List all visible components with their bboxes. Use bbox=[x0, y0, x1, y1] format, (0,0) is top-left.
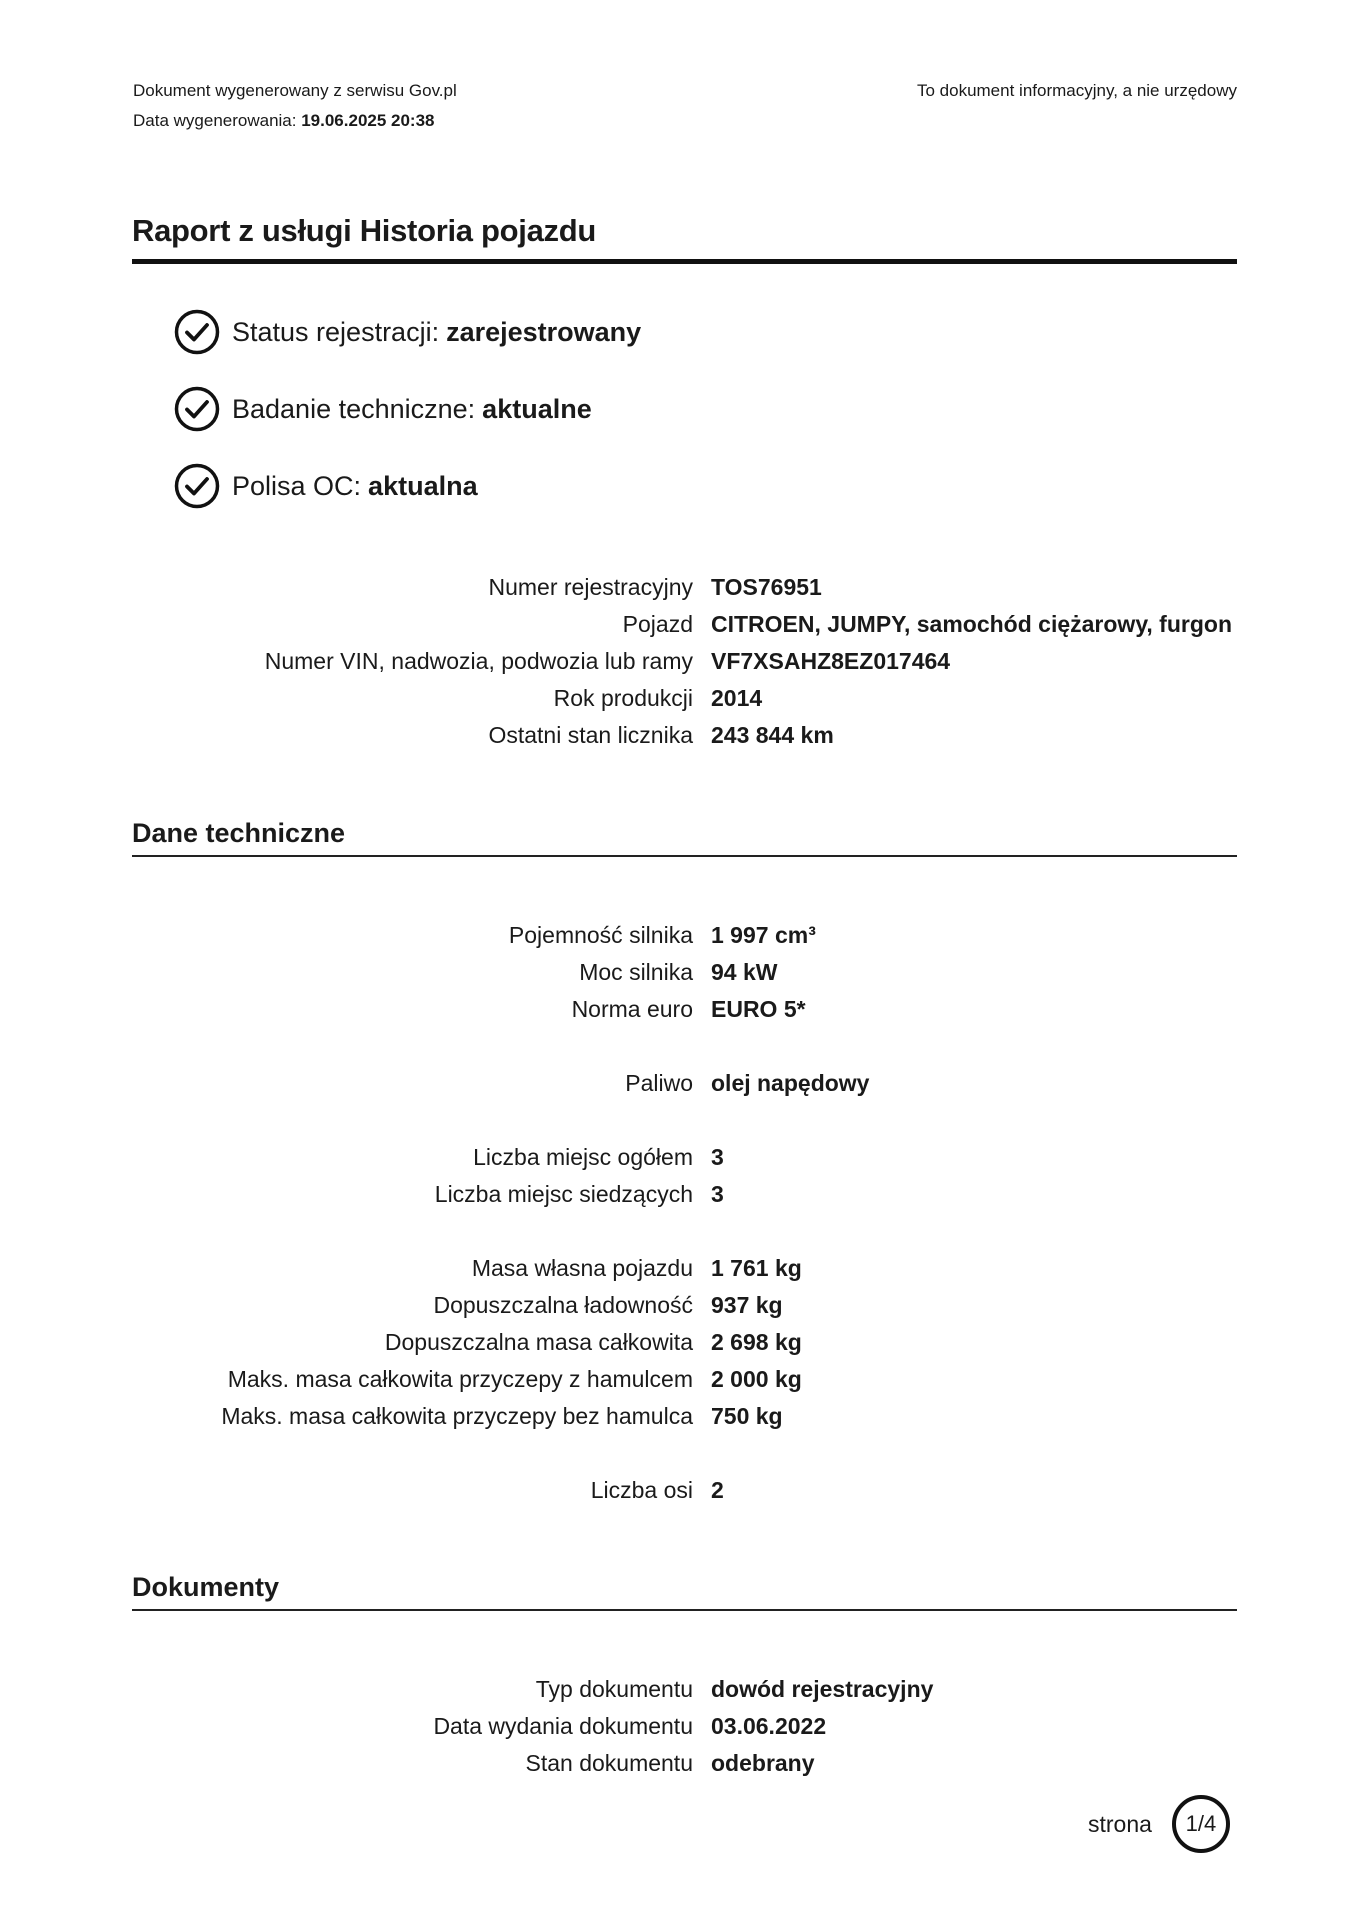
tech-value: 750 kg bbox=[711, 1403, 783, 1429]
tech-row bbox=[133, 917, 1237, 954]
generated-date bbox=[133, 106, 457, 136]
status-value: zarejestrowany bbox=[446, 316, 642, 347]
tech-label: Maks. masa całkowita przyczepy bez hamulca bbox=[221, 1403, 693, 1429]
doc-label: Data wydania dokumentu bbox=[433, 1713, 693, 1739]
tech-row bbox=[133, 1472, 1237, 1509]
status-insurance bbox=[174, 462, 641, 510]
status-label: Status rejestracji: bbox=[232, 316, 440, 347]
page-footer bbox=[1088, 1795, 1230, 1853]
info-label: Rok produkcji bbox=[553, 685, 693, 711]
doc-row bbox=[133, 1745, 1237, 1782]
tech-row bbox=[133, 1287, 1237, 1324]
tech-row bbox=[133, 1324, 1237, 1361]
section-title-documents: Dokumenty bbox=[132, 1572, 1237, 1611]
tech-label: Maks. masa całkowita przyczepy z hamulcem bbox=[227, 1366, 693, 1392]
tech-row bbox=[133, 954, 1237, 991]
tech-row bbox=[133, 1398, 1237, 1435]
check-circle-icon bbox=[174, 463, 220, 509]
page-header bbox=[133, 76, 1237, 136]
tech-value: 937 kg bbox=[711, 1292, 783, 1318]
section-title-technical: Dane techniczne bbox=[132, 818, 1237, 857]
source-text: Dokument wygenerowany z serwisu Gov.pl bbox=[133, 81, 457, 100]
status-label: Polisa OC: bbox=[232, 470, 362, 501]
tech-value: 3 bbox=[711, 1181, 724, 1207]
tech-row bbox=[133, 1176, 1237, 1213]
doc-row bbox=[133, 1671, 1237, 1708]
info-value: VF7XSAHZ8EZ017464 bbox=[711, 648, 951, 674]
tech-value: 1 997 cm³ bbox=[711, 922, 816, 948]
tech-label: Dopuszczalna ładowność bbox=[433, 1292, 693, 1318]
header-left bbox=[133, 76, 457, 136]
doc-row bbox=[133, 1708, 1237, 1745]
tech-label: Liczba miejsc siedzących bbox=[434, 1181, 693, 1207]
tech-value: 1 761 kg bbox=[711, 1255, 802, 1281]
page-title: Raport z usługi Historia pojazdu bbox=[132, 213, 1237, 264]
status-inspection bbox=[174, 385, 641, 433]
status-registration bbox=[174, 308, 641, 356]
tech-value: 3 bbox=[711, 1144, 724, 1170]
check-circle-icon bbox=[174, 386, 220, 432]
vehicle-info bbox=[133, 569, 1237, 754]
tech-label: Dopuszczalna masa całkowita bbox=[384, 1329, 693, 1355]
tech-row bbox=[133, 1361, 1237, 1398]
status-label: Badanie techniczne: bbox=[232, 393, 476, 424]
doc-label: Typ dokumentu bbox=[535, 1676, 693, 1702]
disclaimer: To dokument informacyjny, a nie urzędowy bbox=[916, 81, 1237, 100]
doc-value: dowód rejestracyjny bbox=[711, 1676, 934, 1702]
technical-data bbox=[133, 917, 1237, 1509]
info-row bbox=[133, 606, 1237, 643]
page-label: strona bbox=[1088, 1810, 1152, 1837]
tech-value: 94 kW bbox=[711, 959, 778, 985]
tech-value: 2 000 kg bbox=[711, 1366, 802, 1392]
tech-label: Norma euro bbox=[571, 996, 693, 1022]
tech-label: Masa własna pojazdu bbox=[471, 1255, 693, 1281]
doc-value: 03.06.2022 bbox=[711, 1713, 827, 1739]
documents-data bbox=[133, 1671, 1237, 1782]
tech-value: olej napędowy bbox=[711, 1070, 870, 1096]
tech-row bbox=[133, 991, 1237, 1028]
info-label: Pojazd bbox=[622, 611, 693, 637]
doc-label: Stan dokumentu bbox=[525, 1750, 693, 1776]
info-value: TOS76951 bbox=[711, 574, 822, 600]
tech-label: Moc silnika bbox=[579, 959, 693, 985]
info-row bbox=[133, 643, 1237, 680]
info-row bbox=[133, 569, 1237, 606]
info-value: CITROEN, JUMPY, samochód ciężarowy, furgon bbox=[711, 611, 1232, 637]
info-row bbox=[133, 717, 1237, 754]
tech-value: 2 bbox=[711, 1477, 724, 1503]
page-number: 1/4 bbox=[1172, 1795, 1230, 1853]
generated-label: Data wygenerowania: bbox=[133, 111, 297, 130]
status-value: aktualne bbox=[482, 393, 592, 424]
tech-label: Liczba osi bbox=[590, 1477, 693, 1503]
tech-value: EURO 5* bbox=[711, 996, 806, 1022]
generated-value: 19.06.2025 20:38 bbox=[301, 111, 435, 130]
doc-value: odebrany bbox=[711, 1750, 815, 1776]
info-row bbox=[133, 680, 1237, 717]
tech-value: 2 698 kg bbox=[711, 1329, 802, 1355]
tech-row bbox=[133, 1065, 1237, 1102]
info-label: Numer rejestracyjny bbox=[488, 574, 693, 600]
tech-label: Liczba miejsc ogółem bbox=[473, 1144, 693, 1170]
info-label: Numer VIN, nadwozia, podwozia lub ramy bbox=[264, 648, 693, 674]
info-label: Ostatni stan licznika bbox=[488, 722, 693, 748]
info-value: 243 844 km bbox=[711, 722, 834, 748]
tech-row bbox=[133, 1139, 1237, 1176]
status-list bbox=[174, 308, 641, 539]
tech-label: Paliwo bbox=[625, 1070, 693, 1096]
status-value: aktualna bbox=[368, 470, 478, 501]
check-circle-icon bbox=[174, 309, 220, 355]
info-value: 2014 bbox=[711, 685, 763, 711]
tech-label: Pojemność silnika bbox=[508, 922, 693, 948]
tech-row bbox=[133, 1250, 1237, 1287]
